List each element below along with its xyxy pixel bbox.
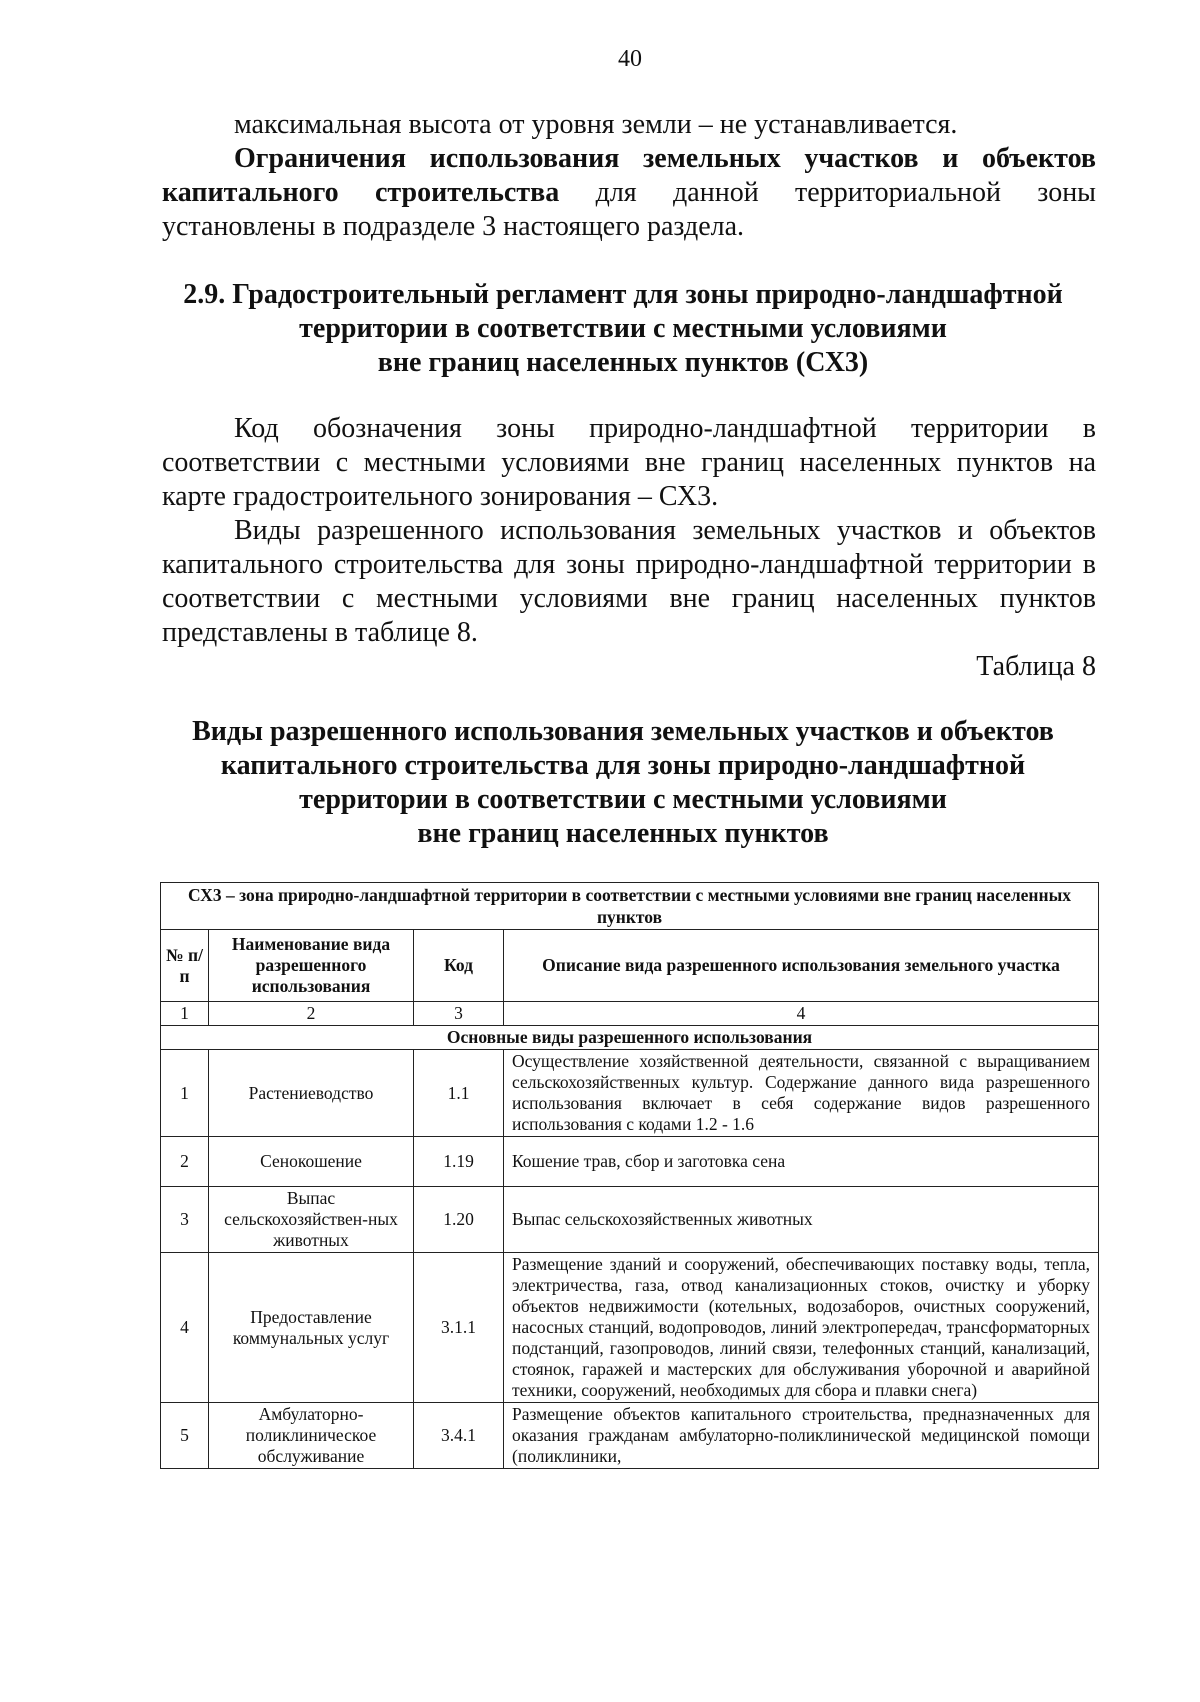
paragraph-permitted-uses: Виды разрешенного использования земельных участков и объектов капитального строительства для зоны природно-ландшафтной территории в соответствии с местными условиями вне границ населенных пунктов представлены в таблице 8.: [162, 515, 1096, 648]
column-header-num: № п/п: [161, 930, 209, 1002]
page-number: 40: [618, 46, 642, 72]
table-row: [161, 1050, 1099, 1137]
column-number-cell: 1: [161, 1002, 209, 1026]
row-description-cell: Размещение объектов капитального строительства, предназначенных для оказания гражданам амбулаторно-поликлинической медицинской помощи (поликлиники,: [504, 1403, 1099, 1469]
row-code-cell: 1.19: [414, 1137, 504, 1187]
row-description-cell: Кошение трав, сбор и заготовка сена: [504, 1137, 1099, 1187]
column-header-description: Описание вида разрешенного использования земельного участка: [504, 930, 1099, 1002]
row-num-cell: 3: [161, 1187, 209, 1253]
row-name-cell: Выпас сельскохозяйствен-ных животных: [209, 1187, 414, 1253]
table-zone-header-row: [161, 883, 1099, 930]
row-code-cell: 1.20: [414, 1187, 504, 1253]
paragraph-continuation: [162, 108, 1096, 142]
row-name-cell: Растениеводство: [209, 1050, 414, 1137]
table-row: [161, 1253, 1099, 1403]
row-description-cell: Осуществление хозяйственной деятельности, связанной с выращиванием сельскохозяйственных культур. Содержание данного вида разрешенного использования включает в себя содержание видов разрешенного использования с кодами 1.2 - 1.6: [504, 1050, 1099, 1137]
row-name-cell: Сенокошение: [209, 1137, 414, 1187]
table-group-header-row: [161, 1026, 1099, 1050]
restrictions-bold-text: Ограничения использования земельных участков и объектов капитального строительства: [162, 143, 1096, 208]
group-header-cell: Основные виды разрешенного использования: [161, 1026, 1099, 1050]
row-description-cell: Выпас сельскохозяйственных животных: [504, 1187, 1099, 1253]
row-code-cell: 3.1.1: [414, 1253, 504, 1403]
paragraph-zone-code: Код обозначения зоны природно-ландшафтной территории в соответствии с местными условиями вне границ населенных пунктов на карте градостроительного зонирования – СХ3.: [162, 413, 1096, 512]
row-code-cell: 3.4.1: [414, 1403, 504, 1469]
section-heading-line: 2.9. Градостроительный регламент для зоны природно-ландшафтной: [183, 279, 1063, 310]
section-heading: [150, 278, 1096, 380]
row-num-cell: 5: [161, 1403, 209, 1469]
row-name-cell: Предоставление коммунальных услуг: [209, 1253, 414, 1403]
paragraph-restrictions: [162, 142, 1096, 244]
column-number-cell: 4: [504, 1002, 1099, 1026]
row-code-cell: 1.1: [414, 1050, 504, 1137]
column-number-cell: 2: [209, 1002, 414, 1026]
row-description-cell: Размещение зданий и сооружений, обеспечивающих поставку воды, тепла, электричества, газа, отвод канализационных стоков, очистку и уборку объектов недвижимости (котельных, водозаборов, очистных сооружений, насосных станций, водопроводов, линий электропередач, трансформаторных подстанций, газопроводов, линий связи, телефонных станций, канализаций, стоянок, гаражей и мастерских для обслуживания уборочной и аварийной техники, сооружений, необходимых для сбора и плавки снега): [504, 1253, 1099, 1403]
row-num-cell: 4: [161, 1253, 209, 1403]
column-number-cell: 3: [414, 1002, 504, 1026]
row-name-cell: Амбулаторно-поликлиническое обслуживание: [209, 1403, 414, 1469]
permitted-uses-table: [160, 882, 1099, 1469]
column-header-code: Код: [414, 930, 504, 1002]
column-header-name: Наименование вида разрешенного использования: [209, 930, 414, 1002]
table-title-line: территории в соответствии с местными условиями: [299, 784, 947, 815]
section-heading-line: вне границ населенных пунктов (СХ3): [377, 347, 869, 378]
table-column-number-row: [161, 1002, 1099, 1026]
row-num-cell: 2: [161, 1137, 209, 1187]
table-title: [150, 715, 1096, 851]
section-heading-line: территории в соответствии с местными условиями: [299, 313, 947, 344]
restrictions-rest-text: для данной территориальной зоны установлены в подразделе 3 настоящего раздела.: [162, 177, 1096, 242]
table-title-line: вне границ населенных пунктов: [417, 818, 829, 849]
table-row: [161, 1137, 1099, 1187]
paragraph-continuation-text: максимальная высота от уровня земли – не устанавливается.: [234, 109, 958, 140]
table-row: [161, 1187, 1099, 1253]
row-num-cell: 1: [161, 1050, 209, 1137]
zone-header-cell: СХ3 – зона природно-ландшафтной территории в соответствии с местными условиями вне границ населенных пунктов: [161, 883, 1099, 930]
table-header-row: [161, 930, 1099, 1002]
table-title-line: Виды разрешенного использования земельных участков и объектов: [192, 716, 1054, 747]
table-row: [161, 1403, 1099, 1469]
table-title-line: капитального строительства для зоны природно-ландшафтной: [220, 750, 1026, 781]
table-caption: Таблица 8: [976, 651, 1096, 682]
